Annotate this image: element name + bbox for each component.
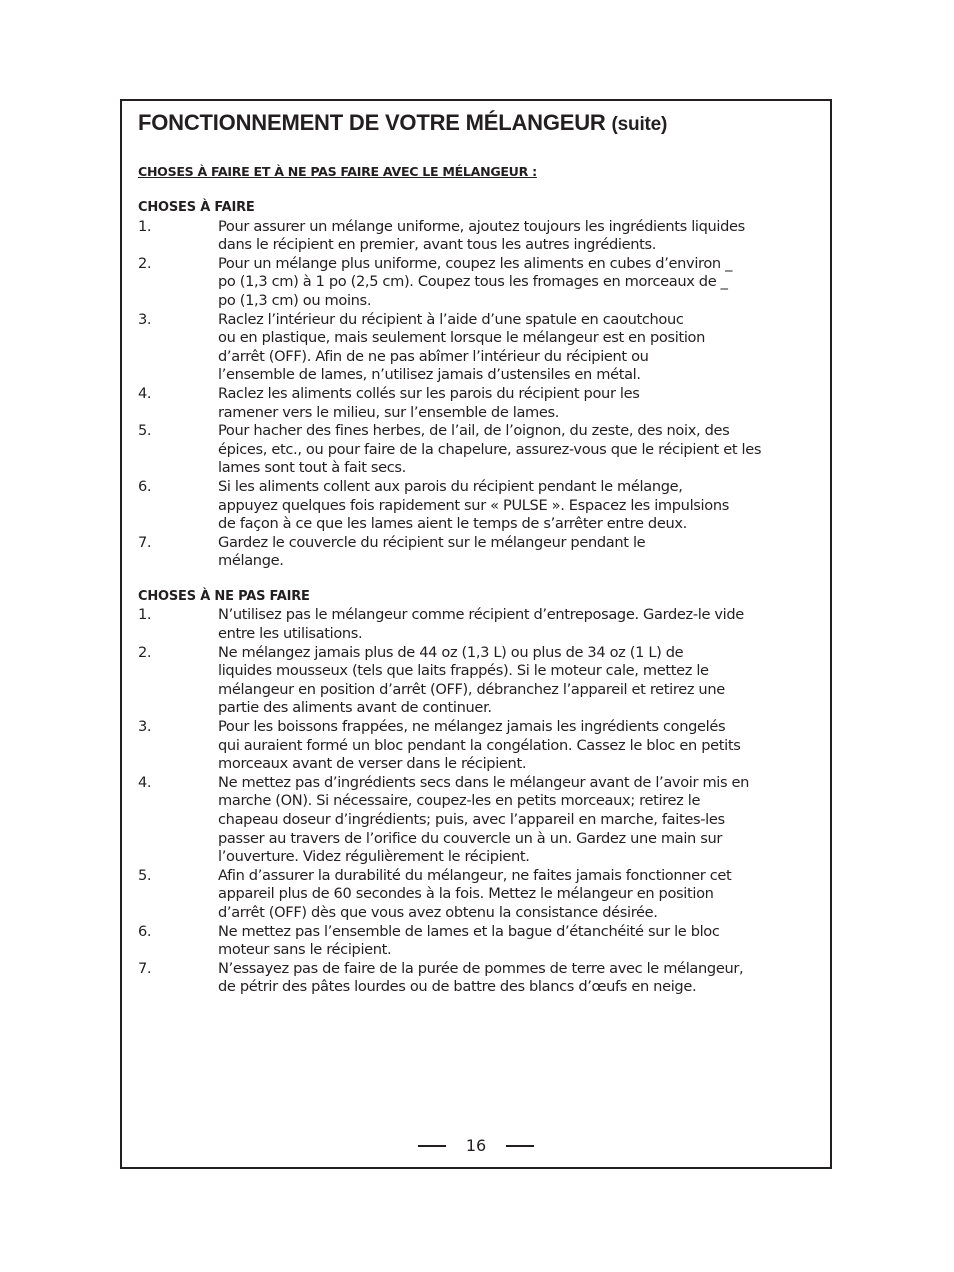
item-number: 7. (138, 533, 152, 551)
item-number: 2. (138, 254, 152, 272)
footer-rule-left (418, 1145, 446, 1147)
page-title (138, 107, 818, 141)
item-text: Pour hacher des fines herbes, de l’ail, de l’oignon, du zeste, des noix, des épices, etc., ou pour faire de la chapelure, assurez-vous que le récipient et les lames sont tout à fait secs. (218, 422, 762, 477)
dos-heading: CHOSES À FAIRE (138, 200, 255, 215)
item-text: Raclez les aliments collés sur les parois du récipient pour les ramener vers le milieu, sur l’ensemble de lames. (218, 384, 640, 421)
item-text: N’essayez pas de faire de la purée de pommes de terre avec le mélangeur, de pétrir des pâtes lourdes ou de battre des blancs d’œufs en neige. (218, 959, 744, 996)
item-number: 7. (138, 959, 152, 977)
donts-item (138, 923, 818, 960)
item-text: Gardez le couvercle du récipient sur le mélangeur pendant le mélange. (218, 533, 646, 570)
page-content (138, 107, 818, 997)
dos-item (138, 385, 818, 422)
page-title-main: FONCTIONNEMENT DE VOTRE MÉLANGEUR (138, 110, 606, 135)
item-number: 4. (138, 773, 152, 791)
item-text: Pour les boissons frappées, ne mélangez jamais les ingrédients congelés qui auraient formé un bloc pendant la congélation. Cassez le bloc en petits morceaux avant de verser dans le récipient. (218, 718, 741, 773)
item-number: 3. (138, 718, 152, 736)
item-number: 6. (138, 922, 152, 940)
dos-item (138, 534, 818, 571)
donts-item (138, 718, 818, 774)
donts-item (138, 644, 818, 718)
item-number: 5. (138, 422, 152, 440)
dos-item (138, 218, 818, 255)
item-number: 2. (138, 643, 152, 661)
item-text: Afin d’assurer la durabilité du mélangeur, ne faites jamais fonctionner cet appareil plus de 60 secondes à la fois. Mettez le mélangeur en position d’arrêt (OFF) dès que vous avez obtenu la consistance désirée. (218, 866, 732, 921)
donts-item (138, 960, 818, 997)
item-text: Ne mélangez jamais plus de 44 oz (1,3 L) ou plus de 34 oz (1 L) de liquides mousseux (tels que laits frappés). Si le moteur cale, mettez le mélangeur en position d’arrêt (OFF), débranchez l’appareil et retirez une partie des aliments avant de continuer. (218, 643, 725, 717)
page-title-suffix: (suite) (611, 114, 668, 135)
page-footer (122, 1136, 830, 1156)
dos-item (138, 422, 818, 478)
footer-rule-right (506, 1145, 534, 1147)
donts-list (138, 606, 818, 996)
item-text: N’utilisez pas le mélangeur comme récipient d’entreposage. Gardez-le vide entre les utilisations. (218, 606, 744, 643)
donts-item (138, 774, 818, 867)
page-number: 16 (465, 1136, 487, 1155)
item-text: Pour un mélange plus uniforme, coupez les aliments en cubes d’environ _ po (1,3 cm) à 1 po (2,5 cm). Coupez tous les fromages en morceaux de _ po (1,3 cm) ou moins. (218, 254, 733, 309)
dos-list (138, 218, 818, 571)
item-text: Raclez l’intérieur du récipient à l’aide d’une spatule en caoutchouc ou en plastique, mais seulement lorsque le mélangeur est en position d’arrêt (OFF). Afin de ne pas abîmer l’intérieur du récipient ou l’ensemble de lames, n’utilisez jamais d’ustensiles en métal. (218, 310, 705, 384)
item-number: 6. (138, 477, 152, 495)
item-text: Ne mettez pas l’ensemble de lames et la bague d’étanchéité sur le bloc moteur sans le récipient. (218, 922, 720, 959)
page-frame (120, 99, 832, 1169)
donts-item (138, 867, 818, 923)
section-subtitle: CHOSES À FAIRE ET À NE PAS FAIRE AVEC LE MÉLANGEUR : (138, 164, 537, 179)
donts-heading: CHOSES À NE PAS FAIRE (138, 588, 310, 604)
item-number: 1. (138, 606, 152, 624)
item-number: 4. (138, 384, 152, 402)
item-number: 5. (138, 866, 152, 884)
dos-item (138, 255, 818, 311)
item-text: Ne mettez pas d’ingrédients secs dans le mélangeur avant de l’avoir mis en marche (ON). Si nécessaire, coupez-les en petits morceaux; retirez le chapeau doseur d’ingrédients; puis, avec l’appareil en marche, faites-les passer au travers de l’orifice du couvercle un à un. Gardez une main sur l’ouverture. Videz régulièrement le récipient. (218, 773, 750, 866)
item-text: Pour assurer un mélange uniforme, ajoutez toujours les ingrédients liquides dans le récipient en premier, avant tous les autres ingrédients. (218, 217, 745, 254)
item-number: 1. (138, 217, 152, 235)
dos-item (138, 478, 818, 534)
item-number: 3. (138, 310, 152, 328)
item-text: Si les aliments collent aux parois du récipient pendant le mélange, appuyez quelques fois rapidement sur « PULSE ». Espacez les impulsions de façon à ce que les lames aient le temps de s’arrêter entre deux. (218, 477, 729, 533)
donts-item (138, 606, 818, 643)
dos-item (138, 311, 818, 385)
